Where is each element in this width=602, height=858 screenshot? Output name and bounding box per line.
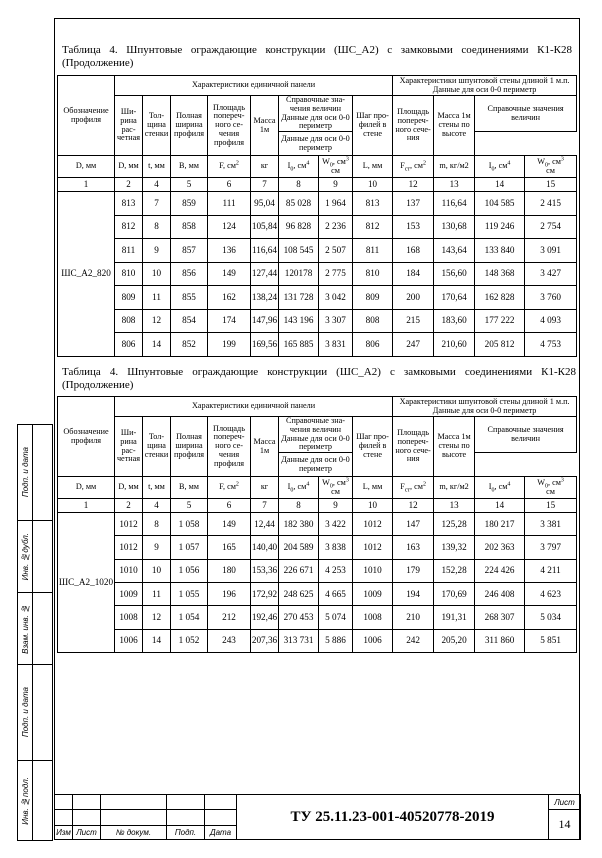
- table-cell: 147,96: [251, 309, 279, 333]
- unit-l: L, мм: [353, 156, 393, 178]
- table-cell: 192,46: [251, 606, 279, 629]
- col-num: 8: [279, 178, 319, 192]
- unit-m: m, кг/м2: [434, 477, 475, 499]
- table-cell: 3 381: [525, 513, 577, 536]
- table-cell: 2 775: [319, 262, 353, 286]
- table-cell: 95,04: [251, 192, 279, 216]
- col-num: 10: [353, 499, 393, 513]
- table-cell: 196: [208, 583, 251, 606]
- table-cell: 1008: [353, 606, 393, 629]
- col-num: 6: [208, 178, 251, 192]
- table-cell: 2 507: [319, 239, 353, 263]
- table-cell: 140,40: [251, 536, 279, 559]
- table-cell: 127,44: [251, 262, 279, 286]
- header-wall-area: Площадь попереч-ного сече-ния: [393, 417, 434, 477]
- table-cell: 813: [353, 192, 393, 216]
- table-cell: 854: [171, 309, 208, 333]
- col-num: 13: [434, 499, 475, 513]
- col-num: 12: [393, 499, 434, 513]
- table-cell: 124: [208, 215, 251, 239]
- table-cell: 1 055: [171, 583, 208, 606]
- header-wall-ref: Справочные значения величин: [475, 417, 577, 453]
- table1: [57, 75, 577, 357]
- table-cell: 3 042: [319, 286, 353, 310]
- table-cell: 1009: [115, 583, 143, 606]
- table-cell: 215: [393, 309, 434, 333]
- header-wall: Характеристики шпунтовой стены длиной 1 м.п. Данные для оси 0-0 периметр: [393, 397, 577, 417]
- side-label: Инв. №дубл.: [20, 532, 30, 581]
- table-cell: 137: [393, 192, 434, 216]
- header-area: Площадь попереч-ного се-чения профиля: [208, 96, 251, 156]
- header-wall-mass: Масса 1м стены по высоте: [434, 417, 475, 477]
- table-cell: 163: [393, 536, 434, 559]
- column-numbers: [58, 499, 577, 513]
- table-cell: 147: [393, 513, 434, 536]
- col-num: 10: [353, 178, 393, 192]
- table-cell: 130,68: [434, 215, 475, 239]
- unit-d: D, мм: [58, 156, 115, 178]
- table-cell: 172,92: [251, 583, 279, 606]
- table-cell: 194: [393, 583, 434, 606]
- table-row: [58, 239, 577, 263]
- table-row: [58, 536, 577, 559]
- col-num: 9: [319, 178, 353, 192]
- table-cell: 183,60: [434, 309, 475, 333]
- table-cell: 4 753: [525, 333, 577, 357]
- table-cell: 10: [143, 262, 171, 286]
- table-cell: 191,31: [434, 606, 475, 629]
- unit-fst: $F_{ст}$, $см^2$: [393, 477, 434, 499]
- table-row: [58, 606, 577, 629]
- table-cell: 248 625: [279, 583, 319, 606]
- header-width: Ши-рина рас-четная: [115, 417, 143, 477]
- table2-body: [58, 513, 577, 653]
- table-cell: 4 623: [525, 583, 577, 606]
- table-cell: 4 665: [319, 583, 353, 606]
- table-cell: 224 426: [475, 559, 525, 582]
- table-cell: 1 058: [171, 513, 208, 536]
- table-cell: 812: [353, 215, 393, 239]
- table-cell: 156,60: [434, 262, 475, 286]
- table1-caption: Таблица 4. Шпунтовые ограждающие конструкции (ШС_А2) с замковыми соединениями К1-К28 (Продолжение): [62, 44, 572, 69]
- table-cell: 174: [208, 309, 251, 333]
- table-cell: 210,60: [434, 333, 475, 357]
- sheet-label: Лист: [549, 795, 581, 810]
- table-cell: 3 760: [525, 286, 577, 310]
- table-cell: 116,64: [251, 239, 279, 263]
- table-row: [58, 286, 577, 310]
- table-cell: 5 851: [525, 629, 577, 652]
- table-cell: 108 545: [279, 239, 319, 263]
- header-thickness: Тол-щина стенки: [143, 417, 171, 477]
- table-cell: 3 091: [525, 239, 577, 263]
- table-cell: 856: [171, 262, 208, 286]
- table2-caption: Таблица 4. Шпунтовые ограждающие конструкции (ШС_А2) с замковыми соединениями К1-К28 (Продолжение): [62, 366, 576, 391]
- table-cell: 8: [143, 215, 171, 239]
- table-cell: 204 589: [279, 536, 319, 559]
- table-cell: 207,36: [251, 629, 279, 652]
- table-cell: 1 964: [319, 192, 353, 216]
- table-cell: 813: [115, 192, 143, 216]
- table-cell: 184: [393, 262, 434, 286]
- table-cell: 212: [208, 606, 251, 629]
- table-row: [58, 559, 577, 582]
- header-pitch: Шаг про-филей в стене: [353, 96, 393, 156]
- table-cell: 205 812: [475, 333, 525, 357]
- header-full-width: Полная ширина профиля: [171, 96, 208, 156]
- table-cell: 3 427: [525, 262, 577, 286]
- unit-t: t, мм: [143, 477, 171, 499]
- table-cell: 3 307: [319, 309, 353, 333]
- header-area: Площадь попереч-ного се-чения профиля: [208, 417, 251, 477]
- table-cell: 5 034: [525, 606, 577, 629]
- table-cell: 3 797: [525, 536, 577, 559]
- table-cell: 2 236: [319, 215, 353, 239]
- table-cell: 808: [115, 309, 143, 333]
- table-cell: 3 422: [319, 513, 353, 536]
- table-cell: 170,69: [434, 583, 475, 606]
- col-num: 12: [393, 178, 434, 192]
- header-ref-values: Справочные зна-чения величин Данные для оси 0-0 периметр: [279, 417, 353, 453]
- table-cell: 168: [393, 239, 434, 263]
- col-num: 7: [251, 499, 279, 513]
- table-cell: 202 363: [475, 536, 525, 559]
- table-cell: 14: [143, 333, 171, 357]
- table-cell: 1012: [115, 536, 143, 559]
- table-cell: 149: [208, 513, 251, 536]
- table-cell: 811: [353, 239, 393, 263]
- table-cell: 1008: [115, 606, 143, 629]
- table-cell: 810: [115, 262, 143, 286]
- table-cell: 858: [171, 215, 208, 239]
- table-cell: 5 886: [319, 629, 353, 652]
- column-numbers: [58, 178, 577, 192]
- table1-body: [58, 192, 577, 357]
- unit-w: $W_0$, $см^3$ см: [319, 156, 353, 178]
- unit-d: D, мм: [115, 477, 143, 499]
- table-cell: 4 093: [525, 309, 577, 333]
- table-cell: 242: [393, 629, 434, 652]
- col-sign: Подп.: [167, 825, 205, 839]
- table2: [57, 396, 577, 653]
- table-cell: 104 585: [475, 192, 525, 216]
- header-ref-values: Справочные зна-чения величин Данные для оси 0-0 периметр: [279, 96, 353, 132]
- col-num: 9: [319, 499, 353, 513]
- table-row: [58, 583, 577, 606]
- unit-w-wall: $W_0$, $см^3$ см: [525, 477, 577, 499]
- table-cell: 1006: [115, 629, 143, 652]
- table-cell: 7: [143, 192, 171, 216]
- table-cell: 12: [143, 309, 171, 333]
- table-cell: 859: [171, 192, 208, 216]
- header-mass: Масса 1м: [251, 96, 279, 156]
- header-mass: Масса 1м: [251, 417, 279, 477]
- header-wall-ref: Справочные значения величин: [475, 96, 577, 132]
- table-cell: 1 054: [171, 606, 208, 629]
- table-row: [58, 215, 577, 239]
- col-num: 5: [171, 499, 208, 513]
- table-cell: 1 056: [171, 559, 208, 582]
- col-num: 13: [434, 178, 475, 192]
- side-stamp: [17, 424, 53, 841]
- header-wall-axis: Данные для оси 0-0 периметр: [279, 453, 353, 477]
- table-row: [58, 192, 577, 216]
- table-cell: 243: [208, 629, 251, 652]
- unit-i: $I_0$, $см^4$: [279, 477, 319, 499]
- col-num: 7: [251, 178, 279, 192]
- table-cell: 4 211: [525, 559, 577, 582]
- table-cell: 131 728: [279, 286, 319, 310]
- unit-t: t, мм: [143, 156, 171, 178]
- table-cell: 148 368: [475, 262, 525, 286]
- col-date: Дата: [205, 825, 237, 839]
- header-thickness: Тол-щина стенки: [143, 96, 171, 156]
- table-cell: 200: [393, 286, 434, 310]
- table-row: [58, 309, 577, 333]
- table-cell: 806: [353, 333, 393, 357]
- header-pitch: Шаг про-филей в стене: [353, 417, 393, 477]
- table-cell: 105,84: [251, 215, 279, 239]
- table-cell: 1009: [353, 583, 393, 606]
- table-cell: 165: [208, 536, 251, 559]
- table-cell: 96 828: [279, 215, 319, 239]
- header-wall-area: Площадь попереч-ного сече-ния: [393, 96, 434, 156]
- header-full-width: Полная ширина профиля: [171, 417, 208, 477]
- col-num: 1: [58, 178, 115, 192]
- table-cell: 2 754: [525, 215, 577, 239]
- table-cell: 177 222: [475, 309, 525, 333]
- table-cell: 12,44: [251, 513, 279, 536]
- table-cell: 143 196: [279, 309, 319, 333]
- table-cell: 139,32: [434, 536, 475, 559]
- header-unit-panel: Характеристики единичной панели: [115, 397, 393, 417]
- side-label: Инв. №подл.: [20, 776, 30, 825]
- table-cell: 1012: [353, 513, 393, 536]
- table-cell: 3 831: [319, 333, 353, 357]
- table-cell: 170,64: [434, 286, 475, 310]
- table-cell: 153,36: [251, 559, 279, 582]
- table-cell: 12: [143, 606, 171, 629]
- col-list: Лист: [73, 825, 101, 839]
- header-wall: Характеристики шпунтовой стены длиной 1 м.п. Данные для оси 0-0 периметр: [393, 76, 577, 96]
- header-wall-axis: Данные для оси 0-0 периметр: [279, 132, 353, 156]
- col-num: 1: [58, 499, 115, 513]
- table-cell: 210: [393, 606, 434, 629]
- table-cell: 205,20: [434, 629, 475, 652]
- table-cell: 162 828: [475, 286, 525, 310]
- table-cell: 111: [208, 192, 251, 216]
- table-cell: 85 028: [279, 192, 319, 216]
- table-cell: 3 838: [319, 536, 353, 559]
- table-cell: 247: [393, 333, 434, 357]
- table-row: [58, 262, 577, 286]
- table-cell: 226 671: [279, 559, 319, 582]
- table-cell: 10: [143, 559, 171, 582]
- table-cell: 162: [208, 286, 251, 310]
- table-cell: 152,28: [434, 559, 475, 582]
- table-cell: 9: [143, 536, 171, 559]
- table-cell: 9: [143, 239, 171, 263]
- table-cell: 246 408: [475, 583, 525, 606]
- table-cell: 14: [143, 629, 171, 652]
- table-cell: 2 415: [525, 192, 577, 216]
- table-cell: 852: [171, 333, 208, 357]
- table-cell: 806: [115, 333, 143, 357]
- col-doc: № докум.: [101, 825, 167, 839]
- table-cell: 810: [353, 262, 393, 286]
- unit-i-wall: $I_0$, $см^4$: [475, 156, 525, 178]
- table-cell: 182 380: [279, 513, 319, 536]
- table-cell: 136: [208, 239, 251, 263]
- table-cell: 116,64: [434, 192, 475, 216]
- unit-b: B, мм: [171, 156, 208, 178]
- table-cell: 270 453: [279, 606, 319, 629]
- table-cell: 4 253: [319, 559, 353, 582]
- table-cell: 8: [143, 513, 171, 536]
- table-cell: 149: [208, 262, 251, 286]
- table-cell: 5 074: [319, 606, 353, 629]
- table-cell: 857: [171, 239, 208, 263]
- table-cell: 11: [143, 286, 171, 310]
- unit-kg: кг: [251, 156, 279, 178]
- table-cell: 811: [115, 239, 143, 263]
- header-designation: Обозначение профиля: [58, 76, 115, 156]
- table-cell: 311 860: [475, 629, 525, 652]
- header-width: Ши-рина рас-четная: [115, 96, 143, 156]
- col-num: 4: [143, 178, 171, 192]
- table-cell: 809: [115, 286, 143, 310]
- profile-designation: ШС_А2_1020: [58, 513, 115, 653]
- table-cell: 812: [115, 215, 143, 239]
- side-label: Взам. инв. №: [20, 603, 30, 654]
- table-cell: 180: [208, 559, 251, 582]
- unit-m: m, кг/м2: [434, 156, 475, 178]
- table-cell: 11: [143, 583, 171, 606]
- table-cell: 179: [393, 559, 434, 582]
- sheet-number: 14: [549, 810, 581, 840]
- unit-i: $I_0$, $см^4$: [279, 156, 319, 178]
- side-label: Подп. и дата: [20, 687, 30, 738]
- table-cell: 120178: [279, 262, 319, 286]
- unit-fst: $F_{ст}$, $см^2$: [393, 156, 434, 178]
- table-row: [58, 629, 577, 652]
- unit-w: $W_0$, $см^3$ см: [319, 477, 353, 499]
- col-num: 15: [525, 499, 577, 513]
- unit-f: F, $см^2$: [208, 156, 251, 178]
- unit-w-wall: $W_0$, $см^3$ см: [525, 156, 577, 178]
- unit-kg: кг: [251, 477, 279, 499]
- col-izm: Изм: [55, 825, 73, 839]
- table-cell: 180 217: [475, 513, 525, 536]
- table-cell: 1010: [353, 559, 393, 582]
- unit-d: D, мм: [58, 477, 115, 499]
- table-cell: 808: [353, 309, 393, 333]
- table-cell: 165 885: [279, 333, 319, 357]
- table-cell: 138,24: [251, 286, 279, 310]
- col-num: 14: [475, 178, 525, 192]
- table-row: [58, 513, 577, 536]
- col-num: 6: [208, 499, 251, 513]
- doc-number: ТУ 25.11.23-001-40520778-2019: [237, 795, 549, 840]
- table-cell: 133 840: [475, 239, 525, 263]
- unit-d: D, мм: [115, 156, 143, 178]
- table-cell: 855: [171, 286, 208, 310]
- col-num: 2: [115, 499, 143, 513]
- table-cell: 199: [208, 333, 251, 357]
- table-cell: 125,28: [434, 513, 475, 536]
- header-designation: Обозначение профиля: [58, 397, 115, 477]
- unit-f: F, $см^2$: [208, 477, 251, 499]
- table-cell: 1 057: [171, 536, 208, 559]
- table-row: [58, 333, 577, 357]
- table-cell: 1006: [353, 629, 393, 652]
- side-label: Подп. и дата: [20, 447, 30, 498]
- unit-b: B, мм: [171, 477, 208, 499]
- table-cell: 1 052: [171, 629, 208, 652]
- header-wall-mass: Масса 1м стены по высоте: [434, 96, 475, 156]
- table-cell: 153: [393, 215, 434, 239]
- title-block: [54, 794, 581, 840]
- table-cell: 268 307: [475, 606, 525, 629]
- table-cell: 169,56: [251, 333, 279, 357]
- col-num: 2: [115, 178, 143, 192]
- table-cell: 1012: [115, 513, 143, 536]
- unit-l: L, мм: [353, 477, 393, 499]
- header-unit-panel: Характеристики единичной панели: [115, 76, 393, 96]
- table-cell: 313 731: [279, 629, 319, 652]
- table-cell: 119 246: [475, 215, 525, 239]
- table-cell: 1010: [115, 559, 143, 582]
- table-cell: 143,64: [434, 239, 475, 263]
- col-num: 4: [143, 499, 171, 513]
- col-num: 8: [279, 499, 319, 513]
- table-cell: 1012: [353, 536, 393, 559]
- table-cell: 809: [353, 286, 393, 310]
- col-num: 15: [525, 178, 577, 192]
- col-num: 14: [475, 499, 525, 513]
- profile-designation: ШС_А2_820: [58, 192, 115, 357]
- col-num: 5: [171, 178, 208, 192]
- unit-i-wall: $I_0$, $см^4$: [475, 477, 525, 499]
